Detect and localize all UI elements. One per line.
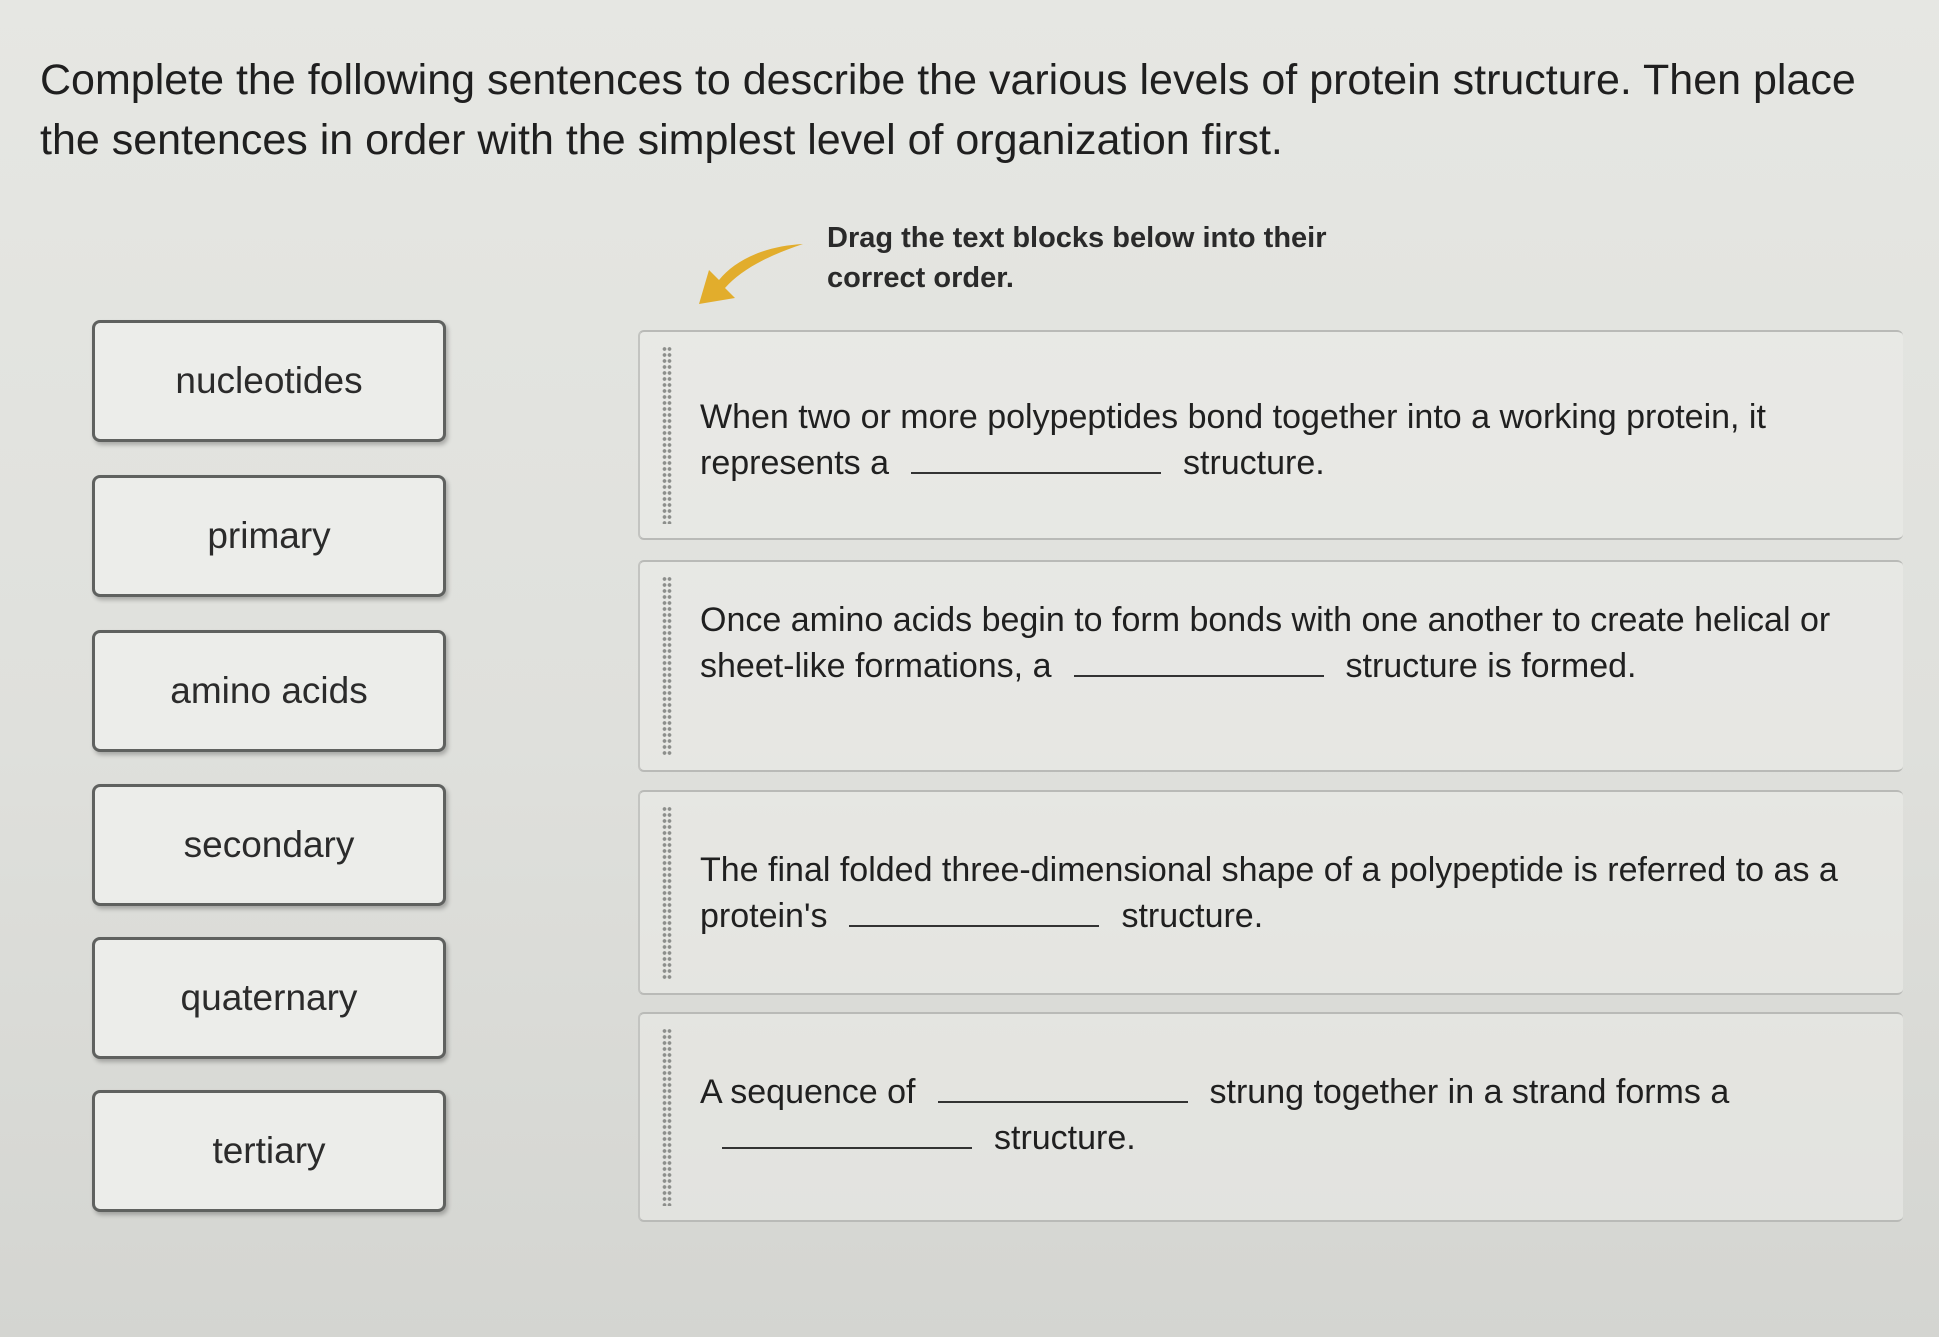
sentence-block-2[interactable]	[638, 560, 1903, 772]
answer-drop-zone[interactable]	[849, 895, 1099, 927]
drag-handle-icon[interactable]	[662, 1028, 672, 1206]
drag-handle-icon[interactable]	[662, 806, 672, 979]
sentence-part: structure.	[994, 1119, 1136, 1157]
answer-drop-zone[interactable]	[938, 1071, 1188, 1103]
sentence-block-3[interactable]	[638, 790, 1903, 995]
sentence-part: structure is formed.	[1345, 647, 1637, 685]
sentence-part: Once amino acids begin to form bonds with one another to create helical or sheet-like formations, a	[700, 601, 1831, 685]
sentence-part: structure.	[1121, 897, 1264, 935]
sentence-block-4[interactable]	[638, 1012, 1903, 1222]
answer-drop-zone[interactable]	[1074, 645, 1324, 677]
sentence-text	[700, 597, 1863, 689]
word-block-tertiary[interactable]: tertiary	[92, 1090, 446, 1212]
word-block-nucleotides[interactable]: nucleotides	[92, 320, 446, 442]
arrow-icon	[695, 218, 805, 315]
sentence-part: The final folded three-dimensional shape of a polypeptide is referred to as a protein's	[700, 851, 1838, 935]
answer-drop-zone[interactable]	[911, 442, 1161, 474]
instructions-text: Complete the following sentences to describe the various levels of protein structure. Then place the sentences in order with the simplest level of organization first.	[40, 56, 1856, 164]
drag-hint	[695, 218, 1427, 315]
word-block-primary[interactable]: primary	[92, 475, 446, 597]
sentence-text	[700, 1069, 1863, 1161]
word-block-quaternary[interactable]: quaternary	[92, 937, 446, 1059]
sentence-block-1[interactable]	[638, 330, 1903, 540]
sentence-part: structure.	[1183, 444, 1325, 482]
answer-drop-zone[interactable]	[722, 1117, 972, 1149]
sentence-text	[700, 394, 1863, 486]
drag-handle-icon[interactable]	[662, 346, 672, 524]
word-block-amino-acids[interactable]: amino acids	[92, 630, 446, 752]
sentence-text	[700, 847, 1863, 939]
hint-text: Drag the text blocks below into their correct order.	[827, 222, 1327, 294]
sentence-part: strung together in a strand forms a	[1209, 1073, 1730, 1111]
word-block-secondary[interactable]: secondary	[92, 784, 446, 906]
drag-handle-icon[interactable]	[662, 576, 672, 756]
sentence-part: When two or more polypeptides bond together into a working protein, it represents a	[700, 398, 1766, 482]
sentence-part: A sequence of	[700, 1073, 916, 1111]
